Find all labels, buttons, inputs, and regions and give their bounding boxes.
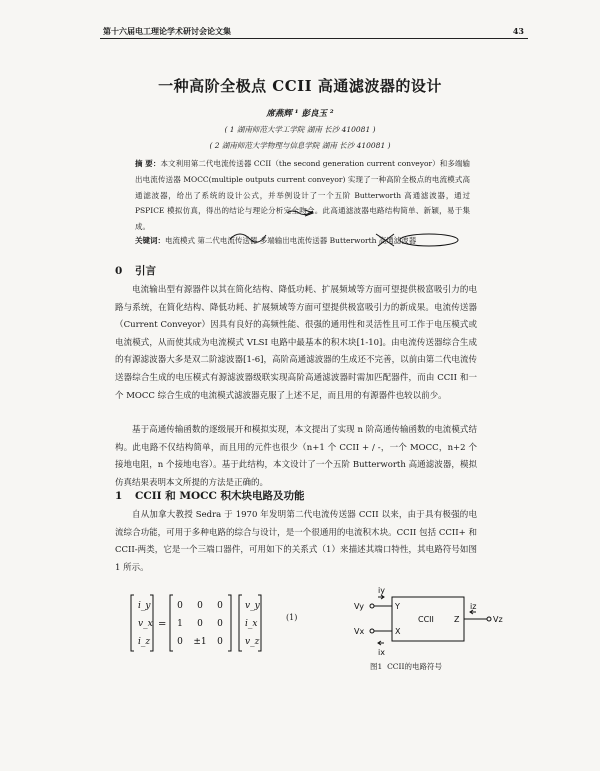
handwritten-mark-1 [285,207,315,219]
affiliation-2: ( 2 湖南师范大学物理与信息学院 湖南 长沙 410081 ) [209,141,391,150]
figure-1-number: 图1 [370,662,383,671]
iy-arrow [378,595,384,599]
keywords-text: 电流模式 第二代电流传送器 多端输出电流传送器 Butterworth 高通滤波器 [165,236,417,245]
vz-node [487,617,491,621]
page-number: 43 [512,26,524,36]
section-1-title: CCII 和 MOCC 积木块电路及功能 [135,490,305,502]
eq-rhs-0: v_y [245,601,260,611]
vx-label: Vx [354,627,365,636]
vy-label: Vy [354,602,364,611]
eq-m-12: 0 [217,619,223,629]
ix-arrow [378,641,384,645]
eq-lhs-2: i_z [138,637,151,647]
section-0-title: 引言 [135,265,156,277]
handwritten-ellipse [398,232,460,248]
figure-1-caption-text: CCII的电路符号 [387,662,442,671]
eq-m-10: 1 [177,619,183,629]
z-port-label: Z [454,615,460,624]
eq-m-21: ±1 [193,637,207,647]
iz-label: iz [470,602,477,611]
equation-1 [128,593,278,653]
eq-m-11: 0 [197,619,203,629]
authors: 席燕辉 ¹ 彭良玉 ² [266,109,334,119]
ccii-circuit-symbol [352,585,522,660]
section-0-number: 0 [115,265,123,277]
section-0-paragraph-2: 基于高通传输函数的逐级展开和模拟实现，本文提出了实现 n 阶高通传输函数的电流模式结构。此电路不仅结构简单，而且用的元件也很少（n+1 个 CCII + / -，一个 MOCC，n+2 个接地电阻，n 个接地电容）。基于此结构，本文设计了一个五阶 Butterworth 高通滤波器，模拟仿真结果表明本文所提的方法是正确的。 [115,425,477,488]
eq-rhs-2: v_z [245,637,260,647]
abstract [135,156,470,235]
eq-m-20: 0 [177,637,183,647]
iy-label: iy [378,586,385,595]
x-port-label: X [395,627,401,636]
vz-label: Vz [493,615,503,624]
eq-lhs-1: v_x [138,619,153,629]
bracket-rhs-left [239,595,242,651]
eq-m-02: 0 [217,601,223,611]
section-1-heading [115,488,305,503]
affiliation-1: ( 1 湖南师范大学工学院 湖南 长沙 410081 ) [224,125,376,134]
section-0-paragraph-1: 电流输出型有源器件以其在简化结构、降低功耗、扩展频域等方面可望提供极富吸引力的电路与系统，在简化结构、降低功耗、扩展频域等方面可望提供极富吸引力的新成果。电流传送器（Current Conveyor）因具有良好的高频性能、很强的通用性和灵活性且可工作于电压模式或电流模式，从而使其成为电流模式 VLSI 电路中最基本的积木块[1-10]。由电流传送器综合生成的有源滤波器大多是双二阶滤波器[1-6]，高阶高通滤波器的生成还不完善，以前由第二代电流传送器综合生成的电压模式有源滤波器级联实现高阶高通滤波器时需加匹配器件，而由 CCII 和一个 MOCC 综合生成的电流模式滤波器克服了上述不足，而且用的有源器件也较以前少。 [115,285,477,401]
vx-node [370,629,374,633]
equation-number: (1) [286,613,298,622]
eq-rhs-1: i_x [245,619,258,629]
ccii-block-label: CCII [418,615,434,624]
eq-m-01: 0 [197,601,203,611]
header-rule [100,38,528,39]
bracket-lhs-left [131,595,134,651]
bracket-mat-left [170,595,173,651]
section-1-paragraph-1: 自从加拿大教授 Sedra 于 1970 年发明第二代电流传送器 CCII 以来，由于具有极强的电流综合功能，可用于多种电路的综合与设计，是一个很通用的电流积木块。CCII 包括 CCII+ 和 CCII-两类，它是一个三端口器件，可用如下的关系式（1）来描述其端口特性，其电路符号如图 1 所示。 [115,510,477,573]
abstract-label: 摘 要： [135,159,161,168]
keywords-label: 关键词： [135,236,165,245]
y-port-label: Y [395,602,400,611]
vy-node [370,604,374,608]
section-0-heading [115,263,156,278]
running-header: 第十六届电工理论学术研讨会论文集 [103,26,231,36]
eq-m-22: 0 [217,637,223,647]
bracket-mat-right [228,595,231,651]
section-1-number: 1 [115,490,123,502]
paper-title: 一种高阶全极点 CCII 高通滤波器的设计 [158,77,442,95]
eq-m-00: 0 [177,601,183,611]
handwritten-mark-2 [228,230,268,248]
eq-equals: = [158,619,167,630]
figure-1-caption [370,661,442,672]
eq-lhs-0: i_y [138,601,151,611]
ix-label: ix [378,648,385,657]
abstract-text: 本文利用第二代电流传送器 CCII（the second generation current conveyor）和多端输出电流传送器 MOCC(multiple outputs current conveyor) 实现了一种高阶全极点的电流模式高通滤波器，给出了系统的设计公式，并举例设计了一个五阶 Butterworth 高通滤波器，通过 PSPICE 模拟仿真，得出的结论与理论分析完全吻合。此高通滤波器电路结构简单、新颖，易于集成。 [135,159,470,232]
